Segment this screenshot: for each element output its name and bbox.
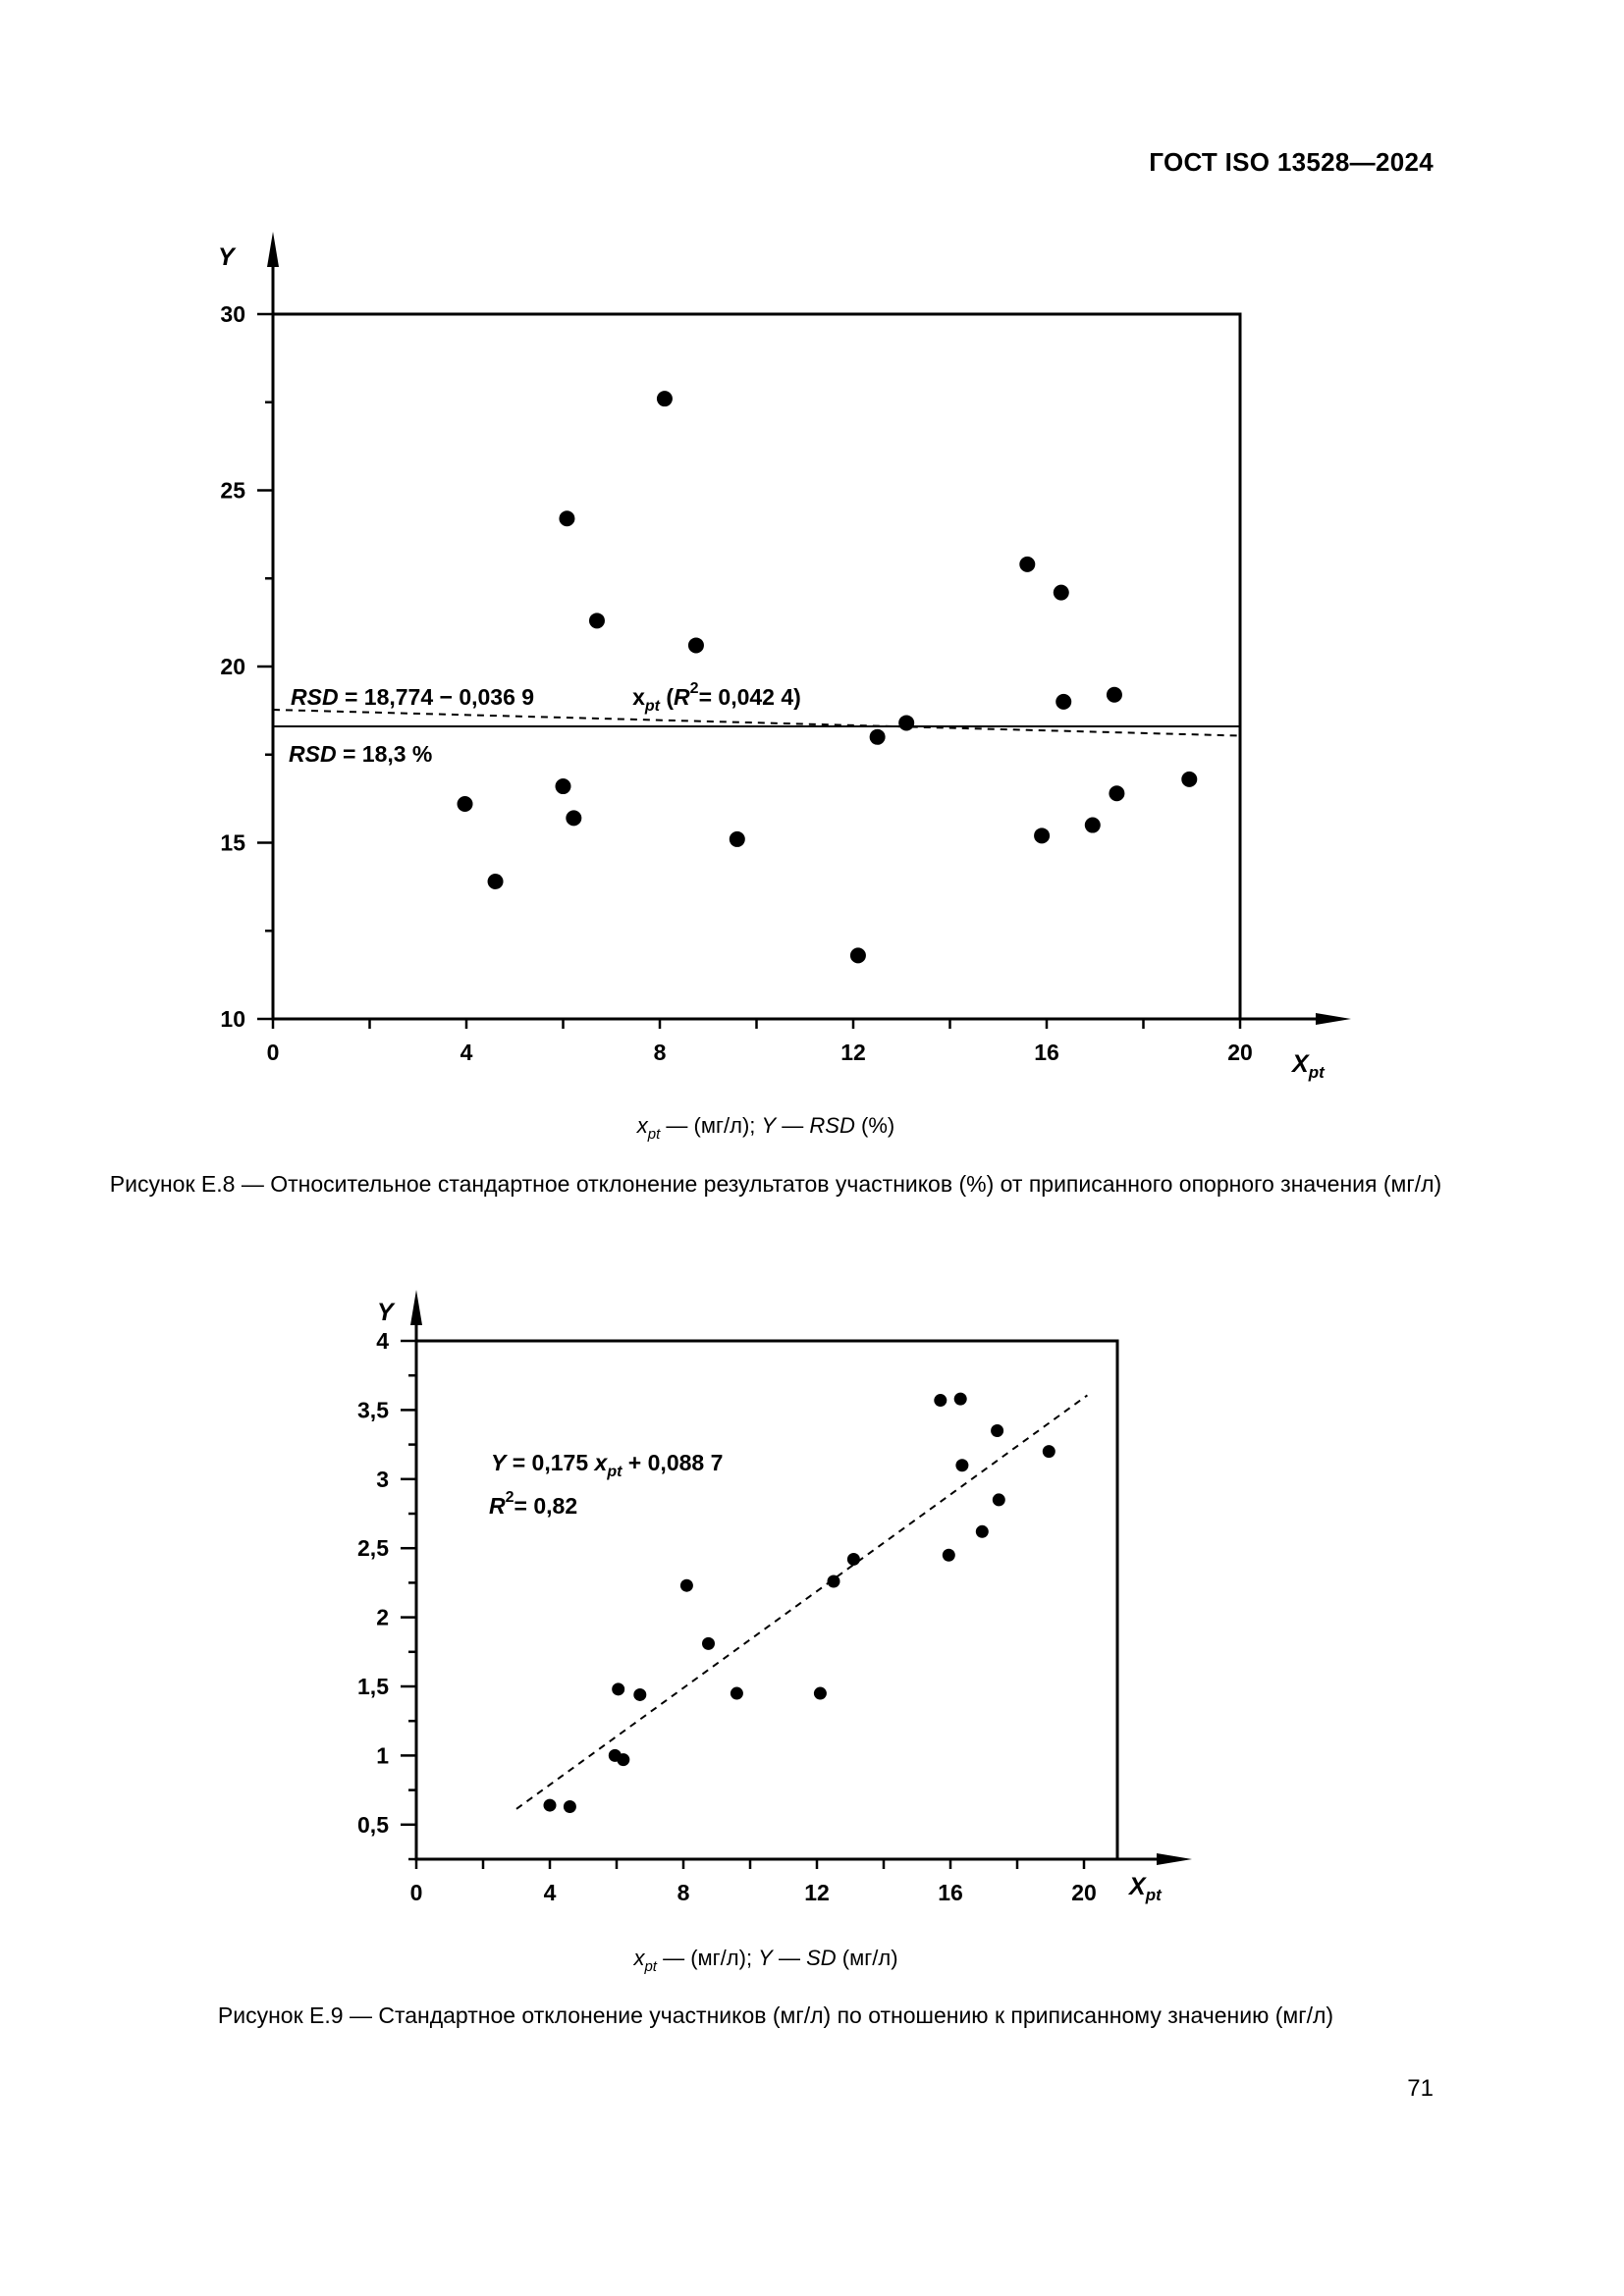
y-axis-label: Y — [218, 243, 235, 271]
data-point — [688, 637, 704, 653]
data-point — [1019, 557, 1035, 572]
data-point — [559, 510, 574, 526]
r-squared-label: $R^2= 0,82$ — [489, 1489, 578, 1519]
x-tick-label: 4 — [543, 1880, 557, 1905]
y-tick-label: 2,5 — [357, 1535, 389, 1562]
y-tick-label: 3,5 — [357, 1397, 389, 1423]
document-header: ГОСТ ISO 13528—2024 — [1149, 147, 1434, 177]
x-tick-label: 12 — [840, 1040, 866, 1065]
data-point — [1043, 1445, 1056, 1458]
x-tick-label: 16 — [1034, 1040, 1059, 1065]
data-point — [731, 1687, 743, 1700]
data-point — [488, 874, 504, 889]
data-point — [850, 947, 866, 963]
fit-equation-label: RSD = 18,774 − 0,036 9 $x_{pt}$ ($R^2= 0,042$ 4) — [291, 680, 801, 715]
figure-caption-e8: Рисунок Е.8 — Относительное стандартное отклонение результатов участников (%) от приписанного опорного значения (мг/л) — [109, 1171, 1442, 1197]
data-point — [1034, 828, 1050, 843]
data-point — [898, 715, 914, 730]
x-axis-arrow — [1157, 1853, 1192, 1865]
x-axis-label: $X_{pt}$ — [1292, 1050, 1325, 1082]
data-point — [702, 1637, 715, 1650]
x-tick-label: 16 — [938, 1880, 963, 1905]
data-point — [589, 613, 605, 628]
x-tick-label: 0 — [409, 1880, 423, 1905]
data-point — [1056, 694, 1071, 710]
y-tick-label: 15 — [220, 829, 245, 856]
data-point — [1085, 818, 1101, 833]
data-point — [954, 1393, 967, 1406]
y-tick-label: 4 — [376, 1328, 389, 1354]
data-point — [955, 1459, 968, 1471]
y-axis-arrow — [410, 1290, 422, 1325]
x-tick-label: 20 — [1227, 1040, 1253, 1065]
plot-area-frame — [257, 232, 1351, 1029]
data-point — [870, 729, 886, 745]
data-point — [612, 1682, 624, 1695]
data-point — [564, 1800, 576, 1813]
data-point — [1107, 687, 1122, 703]
plot-area-frame — [401, 1290, 1192, 1869]
data-point — [680, 1579, 693, 1592]
data-point — [556, 778, 571, 794]
data-point — [991, 1424, 1003, 1437]
data-point — [730, 831, 745, 847]
y-tick-label: 10 — [220, 1006, 245, 1032]
y-tick-label: 20 — [220, 654, 245, 679]
x-tick-label: 20 — [1071, 1880, 1097, 1905]
y-tick-labels — [220, 301, 245, 1032]
x-axis-arrow — [1316, 1013, 1351, 1025]
axis-legend-note: $x_{pt}$ — (мг/л); Y — SD (мг/л) — [633, 1946, 898, 1975]
data-point — [1054, 585, 1069, 601]
x-axis-label: $X_{pt}$ — [1129, 1873, 1162, 1904]
data-point — [566, 810, 581, 826]
x-tick-label: 12 — [804, 1880, 830, 1905]
y-tick-label: 1,5 — [357, 1674, 389, 1699]
data-point — [1181, 772, 1197, 787]
data-point — [544, 1799, 557, 1812]
x-tick-labels — [410, 1880, 1097, 1905]
data-point — [934, 1394, 947, 1407]
fit-equation-label: Y = 0,175 $x_{pt} + 0,088$ 7 — [491, 1450, 724, 1480]
data-point — [657, 391, 673, 406]
data-point — [943, 1549, 955, 1562]
data-point — [993, 1493, 1005, 1506]
y-tick-label: 2 — [376, 1604, 389, 1630]
data-point — [976, 1525, 989, 1538]
x-tick-label: 8 — [677, 1880, 690, 1905]
x-tick-label: 0 — [266, 1040, 280, 1065]
data-point — [617, 1753, 629, 1766]
x-tick-labels — [267, 1040, 1253, 1065]
x-tick-label: 4 — [460, 1040, 473, 1065]
data-point — [814, 1687, 827, 1700]
y-tick-label: 0,5 — [357, 1811, 389, 1838]
plot-frame — [416, 1341, 1117, 1859]
page-number: 71 — [1407, 2075, 1434, 2102]
data-point — [847, 1553, 860, 1566]
data-point — [828, 1575, 840, 1587]
regression-line — [273, 710, 1240, 735]
x-tick-label: 8 — [653, 1040, 667, 1065]
scatter-chart-sd — [0, 1276, 1624, 1993]
y-tick-label: 25 — [220, 477, 245, 504]
y-axis-arrow — [267, 232, 279, 267]
data-point — [1109, 785, 1124, 801]
axis-legend-note: $x_{pt}$ — (мг/л); Y — RSD (%) — [636, 1113, 895, 1143]
data-point — [458, 796, 473, 812]
y-tick-labels — [357, 1328, 389, 1838]
y-axis-label: Y — [377, 1299, 394, 1326]
data-point — [633, 1688, 646, 1701]
mean-rsd-label: RSD = 18,3 % — [289, 741, 433, 767]
y-tick-label: 30 — [220, 301, 245, 327]
y-tick-label: 1 — [376, 1742, 389, 1769]
plot-frame — [273, 314, 1240, 1019]
figure-caption-e9: Рисунок Е.9 — Стандартное отклонение участников (мг/л) по отношению к приписанному значению (мг/л) — [217, 2002, 1334, 2028]
y-tick-label: 3 — [376, 1466, 389, 1492]
